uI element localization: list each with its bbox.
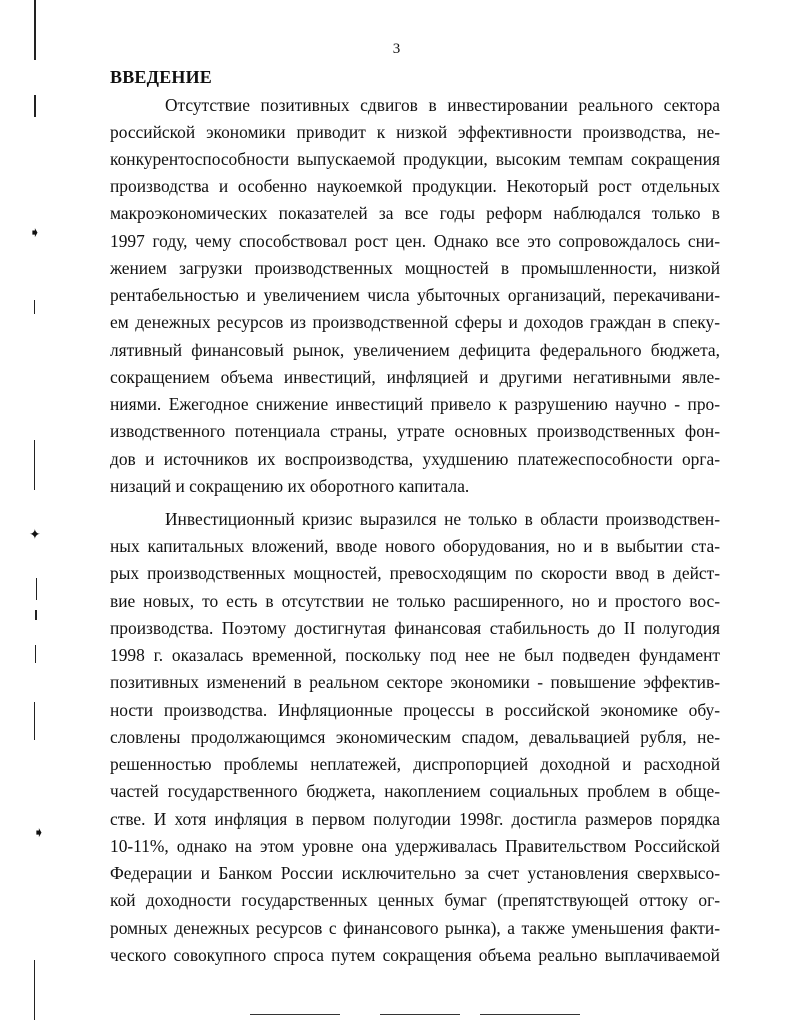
text-line: кой доходности государственных ценных бумаг (препятствующей оттоку ог- [110,890,720,910]
scan-edge-mark [34,95,36,117]
text-line: вие новых, то есть в отсутствии не только расширенного, но и простого вос- [110,591,720,611]
bottom-rule [250,1014,340,1015]
text-line: Инвестиционный кризис выразился не только в области производствен- [165,509,720,529]
scan-arrow-mark: ➧ [29,225,41,241]
page-number: 3 [392,41,401,57]
text-line: лятивный финансовый рынок, увеличением дефицита федерального бюджета, [110,340,720,360]
scan-arrow-mark: ➧ [33,825,45,841]
text-line: российской экономики приводит к низкой эффективности производства, не- [110,122,720,142]
text-line: дов и источников их воспроизводства, ухудшению платежеспособности орга- [110,449,720,469]
text-line: стве. И хотя инфляция в первом полугодии 1998г. достигла размеров порядка [110,809,720,829]
text-line: изводственного потенциала страны, утрате основных производственных фон- [110,421,720,441]
text-line: позитивных изменений в реальном секторе экономики - повышение эффектив- [110,672,720,692]
bottom-rule [480,1014,580,1015]
scan-edge-mark [35,610,37,620]
text-line: рентабельностью и увеличением числа убыточных организаций, перекачивани- [110,285,720,305]
scan-edge-mark [34,702,35,740]
text-line: частей государственного бюджета, накоплением социальных проблем в обще- [110,781,720,801]
text-line: Федерации и Банком России исключительно за счет установления сверхвысо- [110,863,720,883]
text-line: ем денежных ресурсов из производственной сферы и доходов граждан в спеку- [110,312,720,332]
text-line: ческого совокупного спроса путем сокращения объема реально выплачиваемой [110,945,720,965]
text-line: ниями. Ежегодное снижение инвестиций привело к разрушению научно - про- [110,394,720,414]
scan-edge-mark [34,300,35,314]
text-line: 10-11%, однако на этом уровне она удерживалась Правительством Российской [110,836,720,856]
text-line: макроэкономических показателей за все годы реформ наблюдался только в [110,203,720,223]
text-line: ных капитальных вложений, вводе нового оборудования, но и в выбытии ста- [110,536,720,556]
scan-arrow-mark: ✦ [29,527,41,543]
text-line: ромных денежных ресурсов с финансового рынка), а также уменьшения факти- [110,918,720,938]
scan-edge-mark [34,960,35,1020]
text-line: словлены продолжающимся экономическим спадом, девальвацией рубля, не- [110,727,720,747]
bottom-rule [380,1014,460,1015]
scan-edge-mark [36,578,37,600]
text-line: жением загрузки производственных мощностей в промышленности, низкой [110,258,720,278]
text-line: решенностью проблемы неплатежей, диспропорцией доходной и расходной [110,754,720,774]
text-line: ности производства. Инфляционные процессы в российской экономике обу- [110,700,720,720]
scan-edge-mark [34,0,36,60]
text-line: рых производственных мощностей, превосходящим по скорости ввод в дейст- [110,563,720,583]
text-line: Отсутствие позитивных сдвигов в инвестировании реального сектора [165,95,720,115]
section-heading: ВВЕДЕНИЕ [110,67,213,87]
text-line: производства и особенно наукоемкой продукции. Некоторый рост отдельных [110,176,720,196]
text-line: 1997 году, чему способствовал рост цен. Однако все это сопровождалось сни- [110,231,720,251]
text-line: конкурентоспособности выпускаемой продукции, высоким темпам сокращения [110,149,720,169]
text-line: низаций и сокращению их оборотного капитала. [110,476,470,496]
text-line: 1998 г. оказалась временной, поскольку под нее не был подведен фундамент [110,645,720,665]
text-line: производства. Поэтому достигнутая финансовая стабильность до II полугодия [110,618,720,638]
text-line: сокращением объема инвестиций, инфляцией и другими негативными явле- [110,367,720,387]
scan-edge-mark [35,645,36,663]
scan-edge-mark [34,440,35,490]
